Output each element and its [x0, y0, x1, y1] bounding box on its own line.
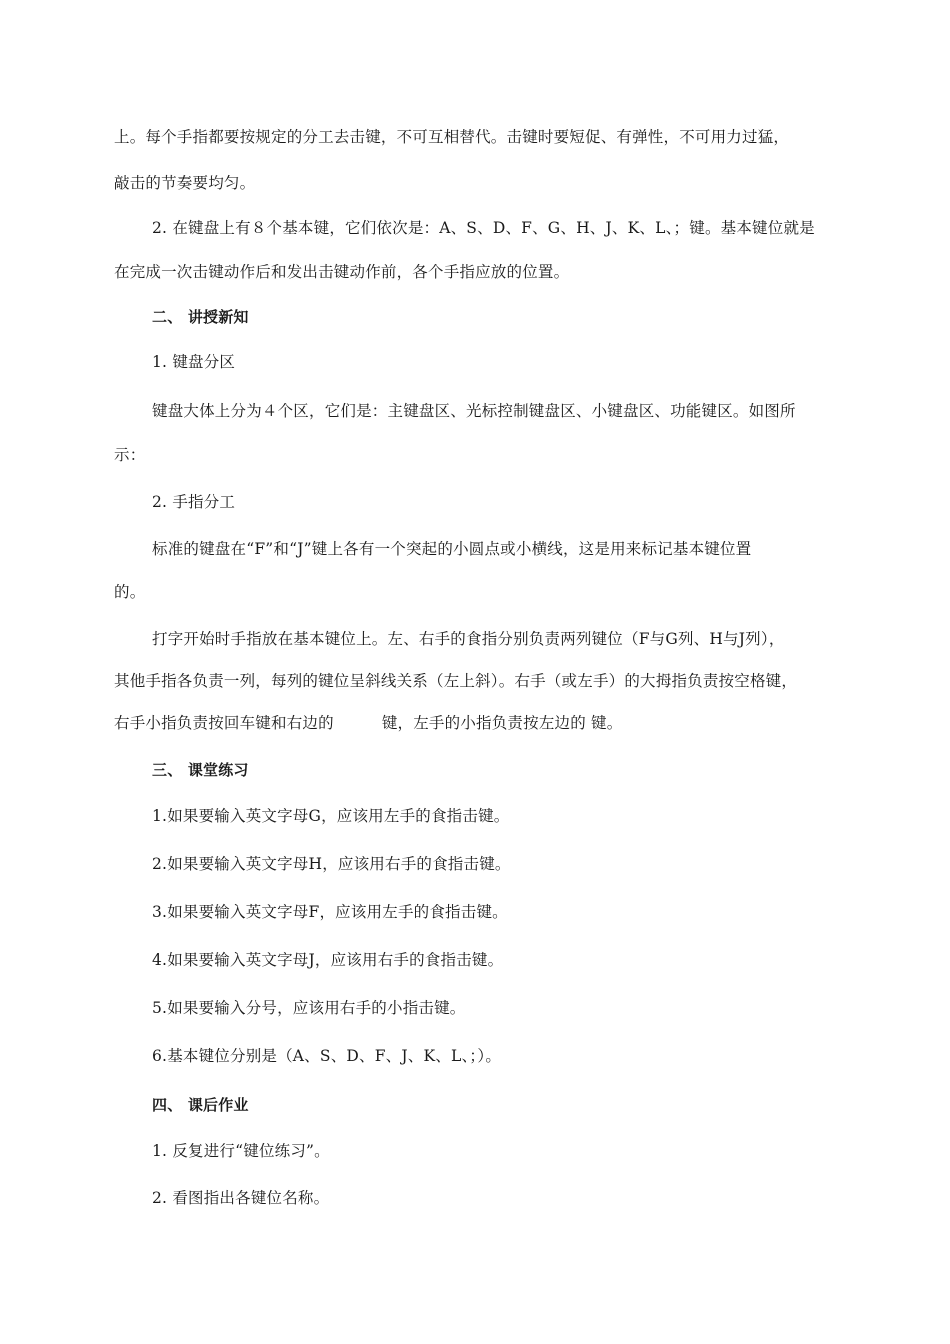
paragraph-line: 打字开始时手指放在基本键位上。左、右手的食指分别负责两列键位（F与G列、H与J列），: [152, 630, 785, 648]
paragraph-line: 上。每个手指都要按规定的分工去击键，不可互相替代。击键时要短促、有弹性，不可用力过猛，: [114, 128, 790, 146]
exercise-item: 3.如果要输入英文字母F，应该用左手的食指击键。: [152, 903, 508, 921]
paragraph-line: 键盘大体上分为４个区，它们是：主键盘区、光标控制键盘区、小键盘区、功能键区。如图所: [152, 402, 796, 420]
paragraph-line: 敲击的节奏要均匀。: [114, 174, 256, 192]
homework-item: 2. 看图指出各键位名称。: [152, 1189, 330, 1207]
exercise-item: 1.如果要输入英文字母G，应该用左手的食指击键。: [152, 807, 510, 825]
paragraph-segment: 右手小指负责按回车键和右边的: [114, 714, 334, 732]
exercise-item: 2.如果要输入英文字母H，应该用右手的食指击键。: [152, 855, 511, 873]
paragraph-line: [114, 713, 854, 733]
section-heading-4: 四、 课后作业: [152, 1096, 249, 1114]
section-heading-3: 三、 课堂练习: [152, 761, 249, 779]
exercise-item: 6.基本键位分别是（A、S、D、F、J、K、L、；）。: [152, 1047, 502, 1065]
paragraph-line: 在完成一次击键动作后和发出击键动作前，各个手指应放的位置。: [114, 263, 570, 281]
subheading-keyboard-zones: 1. 键盘分区: [152, 353, 236, 371]
paragraph-line: 示：: [114, 446, 146, 464]
homework-item: 1. 反复进行“键位练习”。: [152, 1142, 330, 1160]
paragraph-line: 2. 在键盘上有８个基本键，它们依次是：A、S、D、F、G、H、J、K、L、；键。基本键位就是: [152, 219, 815, 237]
exercise-item: 4.如果要输入英文字母J，应该用右手的食指击键。: [152, 951, 504, 969]
section-heading-2: 二、 讲授新知: [152, 308, 249, 326]
paragraph-line: 标准的键盘在“F”和“J”键上各有一个突起的小圆点或小横线，这是用来标记基本键位置: [152, 540, 752, 558]
paragraph-line: 的。: [114, 583, 146, 601]
paragraph-line: 其他手指各负责一列，每列的键位呈斜线关系（左上斜）。右手（或左手）的大拇指负责按空格键，: [114, 672, 798, 690]
exercise-item: 5.如果要输入分号，应该用右手的小指击键。: [152, 999, 466, 1017]
subheading-finger-division: 2. 手指分工: [152, 493, 236, 511]
paragraph-segment: 键，左手的小指负责按左边的 键。: [381, 714, 623, 732]
